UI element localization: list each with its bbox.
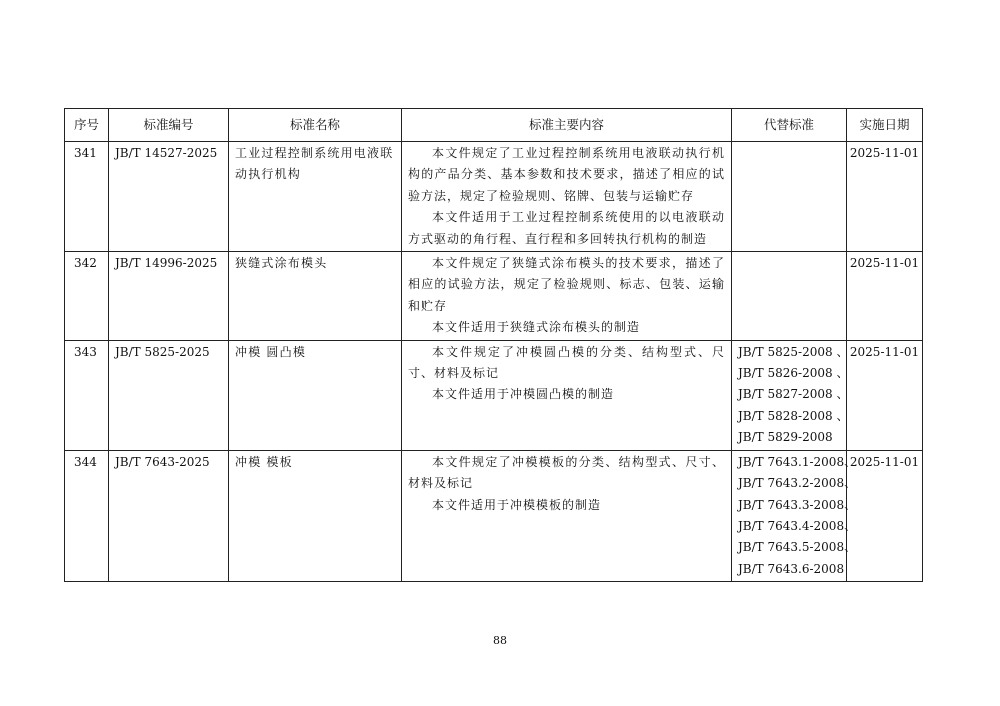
table-row (65, 450, 923, 581)
row-replaces (732, 252, 847, 341)
content-paragraph: 本文件规定了工业过程控制系统用电液联动执行机构的产品分类、基本参数和技术要求，描述了相应的试验方法，规定了检验规则、铭牌、包装与运输贮存 (408, 146, 725, 203)
row-date: 2025-11-01 (847, 252, 923, 341)
row-replaces (732, 142, 847, 252)
table-row (65, 340, 923, 450)
row-name: 冲模 模板 (229, 450, 402, 581)
row-seq: 344 (65, 450, 109, 581)
content-paragraph: 本文件适用于狭缝式涂布模头的制造 (432, 320, 641, 335)
replaced-standard: JB/T 7643.2-2008、 (738, 476, 857, 491)
row-content (402, 450, 732, 581)
row-date: 2025-11-01 (847, 340, 923, 450)
row-date: 2025-11-01 (847, 142, 923, 252)
replaced-standard: JB/T 7643.6-2008 (738, 561, 845, 576)
table-row (65, 142, 923, 252)
replaced-standard: JB/T 7643.3-2008、 (738, 497, 857, 512)
replaced-standard: JB/T 5825-2008 、 (738, 344, 849, 359)
replaced-standard: JB/T 5826-2008 、 (738, 366, 849, 381)
content-paragraph: 本文件适用于冲模模板的制造 (432, 497, 602, 512)
row-content (402, 340, 732, 450)
replaced-standard: JB/T 5827-2008 、 (738, 387, 849, 402)
standards-table (64, 108, 923, 582)
row-name: 狭缝式涂布模头 (229, 252, 402, 341)
header-date: 实施日期 (847, 109, 923, 142)
header-replaces: 代替标准 (732, 109, 847, 142)
replaced-standard: JB/T 7643.4-2008、 (738, 518, 857, 533)
header-code: 标准编号 (109, 109, 229, 142)
row-seq: 343 (65, 340, 109, 450)
content-paragraph: 本文件规定了冲模模板的分类、结构型式、尺寸、材料及标记 (408, 454, 725, 491)
content-paragraph: 本文件适用于冲模圆凸模的制造 (432, 387, 615, 402)
content-paragraph: 本文件规定了冲模圆凸模的分类、结构型式、尺寸、材料及标记 (408, 344, 725, 381)
row-replaces (732, 450, 857, 581)
row-date: 2025-11-01 (847, 450, 923, 581)
row-name: 冲模 圆凸模 (229, 340, 402, 450)
replaced-standard: JB/T 5829-2008 (738, 430, 833, 445)
content-paragraph: 本文件适用于工业过程控制系统使用的以电液联动方式驱动的角行程、直行程和多回转执行机构的制造 (408, 210, 725, 246)
header-content: 标准主要内容 (402, 109, 732, 142)
row-name: 工业过程控制系统用电液联动执行机构 (229, 142, 402, 252)
row-content (402, 142, 732, 252)
header-name: 标准名称 (229, 109, 402, 142)
row-code: JB/T 14996-2025 (109, 252, 229, 341)
header-seq: 序号 (65, 109, 109, 142)
row-seq: 341 (65, 142, 109, 252)
replaced-standard: JB/T 5828-2008 、 (738, 408, 849, 423)
page-number: 88 (493, 634, 507, 647)
row-code: JB/T 5825-2025 (109, 340, 229, 450)
replaced-standard: JB/T 7643.1-2008、 (738, 454, 857, 469)
row-code: JB/T 14527-2025 (109, 142, 229, 252)
row-seq: 342 (65, 252, 109, 341)
content-paragraph: 本文件规定了狭缝式涂布模头的技术要求，描述了相应的试验方法，规定了检验规则、标志、包装、运输和贮存 (408, 256, 725, 313)
row-replaces (732, 340, 847, 450)
table-row (65, 252, 923, 341)
row-content (402, 252, 732, 341)
header-row (65, 109, 923, 142)
replaced-standard: JB/T 7643.5-2008、 (738, 540, 857, 555)
row-code: JB/T 7643-2025 (109, 450, 229, 581)
